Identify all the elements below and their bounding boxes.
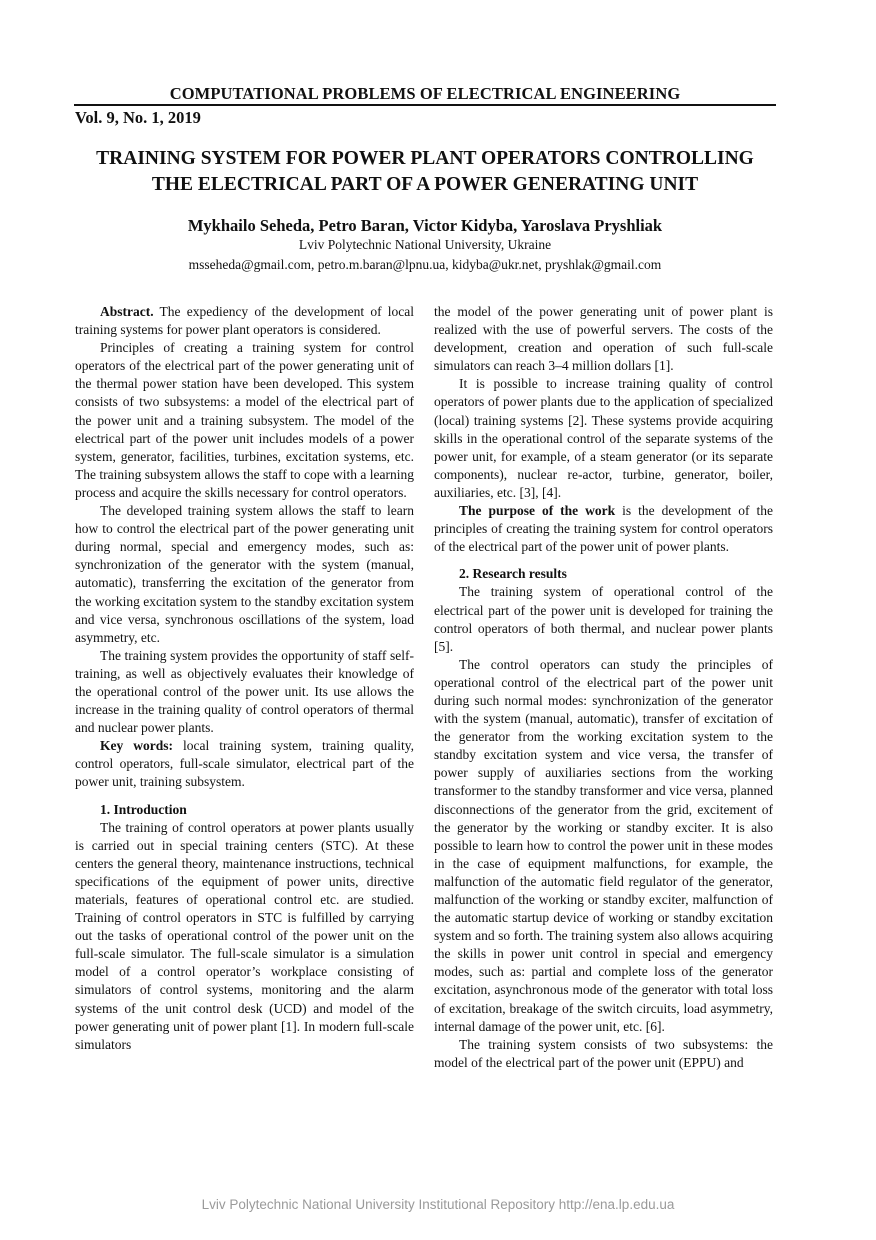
- section-heading-research-results: 2. Research results: [459, 566, 567, 582]
- title-line-2: THE ELECTRICAL PART OF A POWER GENERATING UNIT: [151, 174, 699, 195]
- header-rule: [74, 104, 776, 106]
- left-column: [75, 303, 414, 1054]
- abstract-paragraph-2: Principles of creating a training system for control operators of the electrical part of the power generating unit of the thermal power station have been developed. This system consists of two subsystems: a model of the electrical part of the power unit and a training subsystem. The model of the electrical part of the power unit includes models of a power system, generator, facilities, turbines, excitation systems, etc. The training subsystem allows the staff to cope with a learning process and acquire the skills necessary for control operators.: [75, 340, 414, 500]
- abstract-paragraph-4: The training system provides the opportunity of staff self-training, as well as objectively evaluates their knowledge of the operational control of the power unit. Its use allows the increase in the training quality of control operators of thermal and nuclear power plants.: [75, 647, 414, 736]
- title-line-1: TRAINING SYSTEM FOR POWER PLANT OPERATORS CONTROLLING: [96, 148, 754, 169]
- keywords-text: local training system, training quality, control operators, full-scale simulator, electrical part of the power unit, training subsystem.: [75, 738, 414, 790]
- authors: Mykhailo Seheda, Petro Baran, Victor Kidyba, Yaroslava Pryshliak: [187, 216, 663, 235]
- abstract-paragraph: [75, 303, 414, 339]
- journal-title: COMPUTATIONAL PROBLEMS OF ELECTRICAL ENGINEERING: [169, 84, 681, 103]
- purpose-paragraph: [434, 502, 773, 556]
- repository-footer: Lviv Polytechnic National University Institutional Repository http://ena.lp.edu.ua: [201, 1197, 675, 1212]
- paper-title: [60, 146, 790, 198]
- abstract-label: Abstract.: [100, 304, 154, 319]
- keywords-paragraph: [75, 737, 414, 791]
- purpose-text: is the development of the principles of creating the training system for control operators of the electrical part of the power unit of power plants.: [434, 503, 773, 555]
- affiliation: Lviv Polytechnic National University, Ukraine: [298, 237, 552, 252]
- purpose-label: The purpose of the work: [459, 503, 616, 519]
- intro-paragraph-2: It is possible to increase training quality of control operators of power plants due to the application of specialized (local) training systems [2]. These systems provide acquiring skills in the operational control of the separate systems of the power unit, for example, of a steam generator (or its separate components), nuclear re-actor, turbine, generator, boiler, auxiliaries, etc. [3], [4].: [434, 376, 773, 500]
- right-column: [434, 303, 773, 1072]
- keywords-label: Key words:: [100, 738, 173, 754]
- intro-continuation: the model of the power generating unit of power plant is realized with the use of powerful servers. The costs of the development, creation and operation of such full-scale simulators can reach 3–4 million dollars [1].: [434, 304, 773, 374]
- results-paragraph-2: The control operators can study the principles of operational control of the electrical part of the power unit during such normal modes: synchronization of the generator with the system (manual, automatic), transfer of excitation of the generator from the working excitation system to the standby excitation system and vice versa, the transfer of power supply of auxiliaries sections from the working transformer to the standby transformer and vice versa, planned disconnections of the generator from the grid, excitement of the generator by the working or standby exciter. It is also possible to learn how to control the power unit in these modes in the case of equipment malfunctions, for example, the malfunction of the automatic field regulator of the generator, malfunction of the working or standby exciter, malfunction of the automatic startup device of working or standby excitation system and so forth. The training system also allows acquiring the skills in power unit control in special and emergency modes, such as: partial and complete loss of the generator excitation, asynchronous mode of the generator with total loss of excitation, breakage of the switch circuits, load asymmetry, internal damage of the power unit, etc. [6].: [434, 656, 773, 1034]
- results-paragraph-3: The training system consists of two subsystems: the model of the electrical part of the power unit (EPPU) and: [434, 1036, 773, 1070]
- intro-paragraph-1: The training of control operators at power plants usually is carried out in special training centers (STC). At these centers the general theory, maintenance instructions, technical specifications of the equipment of power units, directive materials, features of operational control etc. are studied. Training of control operators in STC is fulfilled by carrying out the tasks of operational control of the power unit on the full-scale simulator. The full-scale simulator is a simulation model of a control operator’s workplace consisting of simulators of control systems, monitoring and the alarm systems of the unit control desk (UCD) and model of the power generating unit of power plant [1]. In modern full-scale simulators: [75, 819, 414, 1052]
- abstract-paragraph-3: The developed training system allows the staff to learn how to control the electrical part of the power generating unit during normal, special and emergency modes, such as: synchronization of the generator with the system (manual, automatic), transferring the excitation of the generator from the working excitation system to the standby excitation system and vice versa, synchronous oscillations of the system, load asymmetry, etc.: [75, 503, 414, 645]
- section-heading-introduction: 1. Introduction: [100, 801, 187, 817]
- author-emails: msseheda@gmail.com, petro.m.baran@lpnu.ua, kidyba@ukr.net, pryshlak@gmail.com: [188, 257, 662, 272]
- abstract-text: The expediency of the development of local training systems for power plant operators is considered.: [75, 304, 414, 338]
- results-paragraph-1: The training system of operational control of the electrical part of the power unit is developed for training the control operators of both thermal, and nuclear power plants [5].: [434, 584, 773, 654]
- volume-info: Vol. 9, No. 1, 2019: [75, 108, 201, 127]
